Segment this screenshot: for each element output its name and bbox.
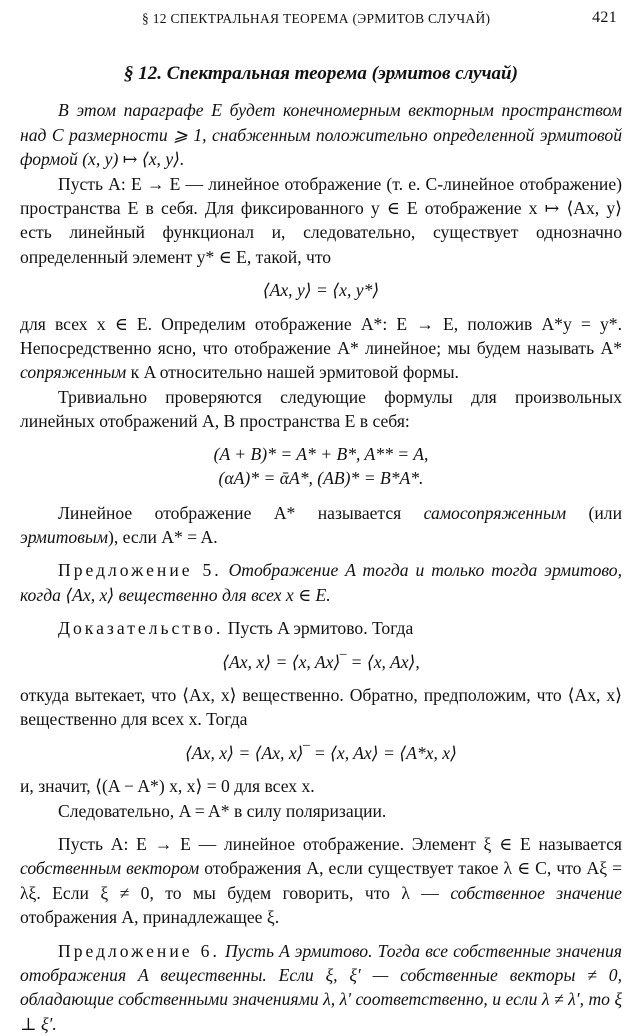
paragraph-adjoint-definition — [20, 312, 622, 385]
text-run: отображения A, если существует такое λ ∈ C, что Aξ = λξ. Если ξ ≠ 0, то мы будем говорить, что λ — — [20, 858, 623, 903]
term-self-adjoint: самосопряженным — [423, 502, 567, 523]
equation-adjoint-definition: ⟨Ax, y⟩ = ⟨x, y*⟩ — [262, 280, 380, 301]
proposition-6-statement: Пусть A эрмитово. Тогда все собственные значения отображения A вещественны. Если ξ, ξ′ — собственные векторы ≠ 0, обладающие собственными значениями λ, λ′ соответственно, и если λ ≠ λ′, то ξ ⊥ ξ′. — [20, 940, 622, 1034]
proposition-6-label: Предложение 6. — [58, 940, 220, 961]
proof-start — [20, 616, 622, 640]
proof-text: Пусть A эрмитово. Тогда — [223, 618, 414, 639]
term-eigenvector: собственным вектором — [20, 858, 200, 879]
text-run: ), если A* = A. — [108, 526, 218, 547]
proof-label: Доказательство. — [58, 618, 224, 639]
proposition-5-label: Предложение 5. — [58, 560, 222, 581]
running-header — [0, 9, 637, 35]
section-title: § 12. Спектральная теорема (эрмитов случай) — [124, 63, 518, 84]
text-run: (или — [566, 502, 623, 523]
paragraph-conclusion: и, значит, ⟨(A − A*) x, x⟩ = 0 для всех x. — [20, 776, 315, 797]
proposition-5-statement: Отображение A тогда и только тогда эрмитово, когда ⟨Ax, x⟩ вещественно для всех x ∈ E. — [20, 560, 622, 605]
paragraph-adjoint-setup: Пусть A: E → E — линейное отображение (т. е. C-линейное отображение) пространства E в себя. Для фиксированного y ∈ E отображение x ↦ ⟨Ax, y⟩ есть линейный функционал и, следовательно, существует однозначно определенный элемент y* ∈ E, такой, что — [20, 173, 622, 267]
text-run: к A относительно нашей эрмитовой формы. — [126, 362, 459, 383]
text-run: Линейное отображение A* называется — [58, 502, 424, 523]
paragraph-polarization: Следовательно, A = A* в силу поляризации. — [58, 800, 387, 821]
intro-paragraph: В этом параграфе E будет конечномерным векторным пространством над C размерности ⩾ 1, снабженным положительно определенной эрмитовой формой (x, y) ↦ ⟨x, y⟩. — [20, 100, 622, 170]
paragraph-self-adjoint — [20, 501, 622, 550]
equation-hermitian-real: ⟨Ax, x⟩ = ⟨x, Ax⟩‾ = ⟨x, Ax⟩, — [222, 651, 420, 672]
paragraph-formulas-intro: Тривиально проверяются следующие формулы для произвольных линейных отображений A, B пространства E в себя: — [20, 386, 622, 432]
term-adjoint: сопряженным — [20, 362, 127, 383]
proposition-5 — [20, 558, 622, 607]
text-run: для всех x ∈ E. Определим отображение A*: E → E, положив A*y = y*. Непосредственно ясно, что отображение A* линейное; мы будем называть A* — [20, 313, 622, 359]
term-hermitian: эрмитовым — [20, 526, 108, 547]
text-run: отображения A, принадлежащее ξ. — [20, 907, 280, 928]
text-run: Пусть A: E → E — линейное отображение. Элемент ξ ∈ E называется — [58, 833, 622, 854]
paragraph-eigenvectors — [20, 832, 622, 930]
equation-sum-adjoint: (A + B)* = A* + B*, A** = A, — [213, 443, 429, 464]
proposition-6 — [20, 939, 622, 1036]
page-body — [20, 62, 622, 1036]
equation-converse: ⟨Ax, x⟩ = ⟨Ax, x⟩‾ = ⟨x, Ax⟩ = ⟨A*x, x⟩ — [185, 742, 457, 763]
running-title: § 12 СПЕКТРАЛЬНАЯ ТЕОРЕМА (ЭРМИТОВ СЛУЧАЙ) — [142, 11, 491, 26]
page-number: 421 — [592, 9, 617, 26]
paragraph-converse: откуда вытекает, что ⟨Ax, x⟩ вещественно. Обратно, предположим, что ⟨Ax, x⟩ вещественно для всех x. Тогда — [20, 684, 622, 730]
term-eigenvalue: собственное значение — [450, 882, 622, 903]
equation-product-adjoint: (αA)* = ᾱA*, (AB)* = B*A*. — [218, 468, 424, 489]
